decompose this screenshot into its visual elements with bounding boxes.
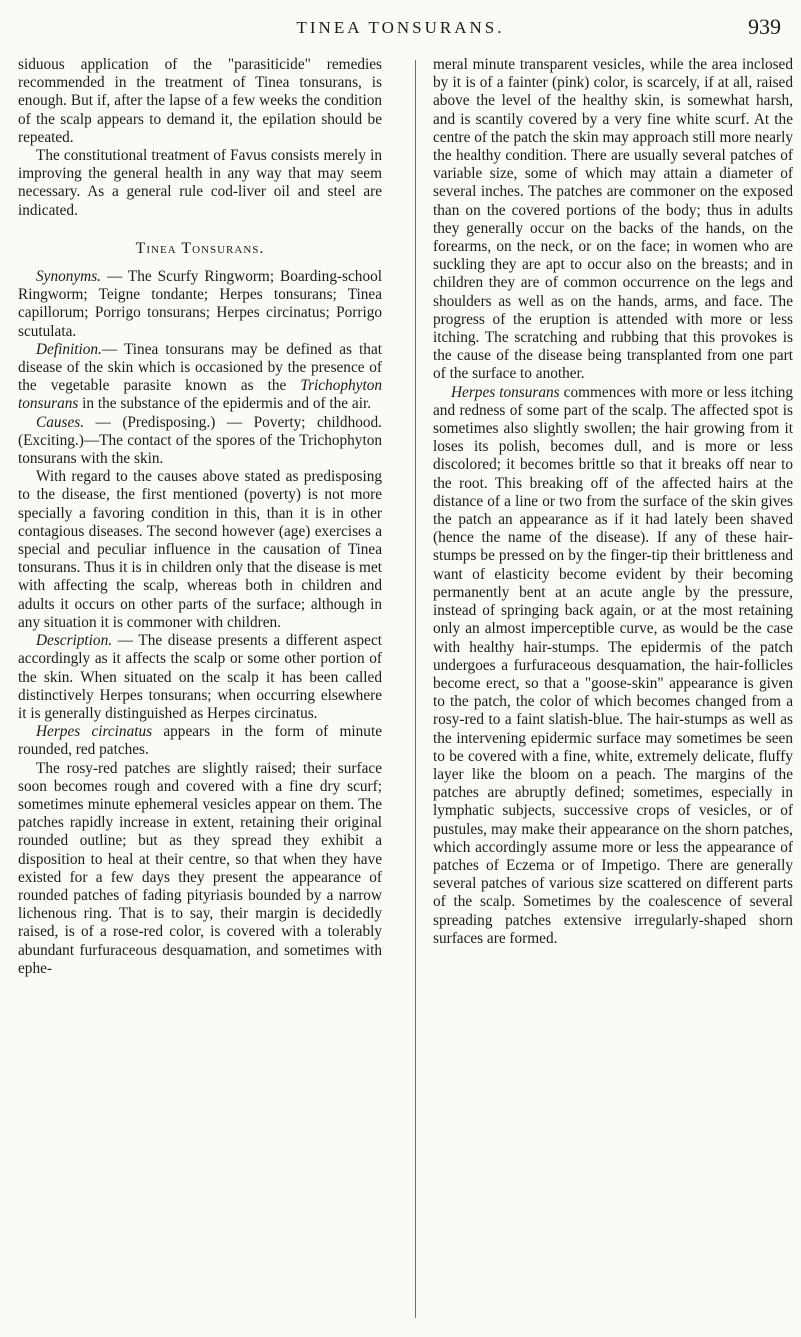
column-divider	[415, 60, 416, 1318]
definition-italic: Trichophyton tonsurans	[18, 377, 382, 413]
paragraph-description	[18, 632, 382, 723]
synonyms-lead: Synonyms.	[36, 268, 101, 286]
paragraph: The rosy-red patches are slightly raised; their surface soon becomes rough and covered with a fine dry scurf; sometimes minute ephemeral vesicles appear on them. The patches rapidly increase in extent, retaining their original rounded outline; but as they spread they exhibit a disposition to heal at their centre, so that when they have existed for a few days they present the appearance of rounded patches of fading pityriasis bounded by a narrow lichenous ring. That is to say, their margin is decidedly raised, is of a rose-red color, is covered with a tolerably abundant furfuraceous desquamation, and sometimes with ephe-	[18, 759, 382, 977]
paragraph: siduous application of the "parasiticide" remedies recommended in the treatment of Tinea tonsurans, is enough. But if, after the lapse of a few weeks the condition of the scalp appears to demand it, the epilation should be repeated.	[18, 56, 382, 146]
description-lead: Description.	[36, 632, 113, 650]
herpes-circinatus-lead: Herpes circinatus	[36, 723, 153, 741]
page-number: 939	[748, 14, 781, 39]
causes-text: — (Predisposing.) — Poverty; childhood. (Exciting.)—The contact of the spores of the Trichophyton tonsurans with the skin.	[18, 413, 382, 468]
paragraph-synonyms	[18, 268, 382, 341]
synonyms-text: — The Scurfy Ringworm; Boarding-school Ringworm; Teigne tondante; Herpes tonsurans; Tinea capillorum; Porrigo tonsurans; Herpes circinatus; Porrigo scutulata.	[18, 268, 382, 340]
paragraph: With regard to the causes above stated as predisposing to the disease, the first mentioned (poverty) is not more specially a favoring condition in this, than it is in other contagious diseases. The second however (age) exercises a special and peculiar influence in the causation of Tinea tonsurans. Thus it is in children only that the disease is met with affecting the scalp, whereas both in children and adults it occurs on other parts of the surface; although in any situation it is commoner with children.	[18, 468, 382, 631]
paragraph: The constitutional treatment of Favus consists merely in improving the general health in any way that may seem necessary. As a general rule cod-liver oil and steel are indicated.	[18, 147, 382, 219]
paragraph-definition	[18, 341, 382, 414]
paragraph-herpes-tonsurans	[433, 384, 793, 948]
definition-lead: Definition.	[36, 340, 102, 358]
definition-text: — Tinea tonsurans may be defined as that disease of the skin which is occasioned by the presence of the vegetable parasite known as the	[18, 340, 382, 395]
description-text: — The disease presents a different aspect accordingly as it affects the scalp or some other portion of the skin. When situated on the scalp it has been called distinctively Herpes tonsurans; when occurring elsewhere it is generally distinguished as Herpes circinatus.	[18, 632, 382, 722]
paragraph-herpes-circinatus	[18, 723, 382, 759]
section-heading: Tinea Tonsurans.	[135, 239, 265, 257]
right-column	[433, 56, 793, 948]
paragraph: meral minute transparent vesicles, while the area inclosed by it is of a fainter (pink) color, is scarcely, if at all, raised above the level of the healthy skin, is somewhat harsh, and is scantily covered by a very fine white scurf. At the centre of the patch the skin may approach still more nearly the healthy condition. There are usually several patches of variable size, some of which may attain a diameter of several inches. The patches are commoner on the exposed than on the covered portions of the body; thus in adults they generally occur on the backs of the hands, on the forearms, on the neck, or on the face; in women who are suckling they are apt to occur also on the breasts; and in children they are of common occurrence on the legs and shoulders as well as on the hands, arms, and face. The progress of the eruption is attended with more or less itching. The scratching and rubbing that this provokes is the cause of the disease being transplanted from one part of the surface to another.	[433, 56, 793, 383]
causes-lead: Causes.	[36, 413, 85, 431]
left-column	[18, 56, 382, 978]
herpes-tonsurans-text: commences with more or less itching and redness of some part of the scalp. The affected spot is sometimes also slightly swollen; the hair growing from it loses its polish, becomes dull, and is more or less discolored; it becomes brittle so that it breaks off near to the root. This breaking off of the affected hairs at the distance of a line or two from the surface of the skin gives the patch an appearance as if it had lately been shaved (hence the name of the disease). If any of these hair-stumps be pressed on by the finger-tip their brittleness and want of elasticity become evident by their becoming permanently bent at an acute angle by the pressure, instead of springing back again, or at the most retaining only an almost imperceptible curve, as would be the case with healthy hair-stumps. The epidermis of the patch undergoes a furfuraceous desquamation, the hair-follicles become erect, so that a "goose-skin" appearance is given to the patch, the color of which becomes changed from a rosy-red to a faint slatish-blue. The hair-stumps as well as the intervening epidermic surface may sometimes be seen to be covered with a fine, white, extremely delicate, fluffy layer like the bloom on a peach. The margins of the patches are abruptly defined; sometimes, especially in lymphatic subjects, successive crops of vesicles, or of pustules, may make their appearance on the shorn patches, which accordingly assume more or less the appearance of patches of Eczema or of Impetigo. There are generally several patches of various size scattered on different parts of the scalp. Sometimes by the coalescence of several spreading patches extensive irregularly-shaped shorn surfaces are formed.	[433, 383, 794, 947]
paragraph-causes	[18, 414, 382, 469]
running-header: TINEA TONSURANS.	[296, 18, 505, 37]
herpes-tonsurans-lead: Herpes tonsurans	[451, 383, 560, 401]
herpes-circinatus-text: appears in the form of minute rounded, red patches.	[18, 723, 382, 759]
definition-text-end: in the substance of the epidermis and of the air.	[78, 395, 372, 413]
